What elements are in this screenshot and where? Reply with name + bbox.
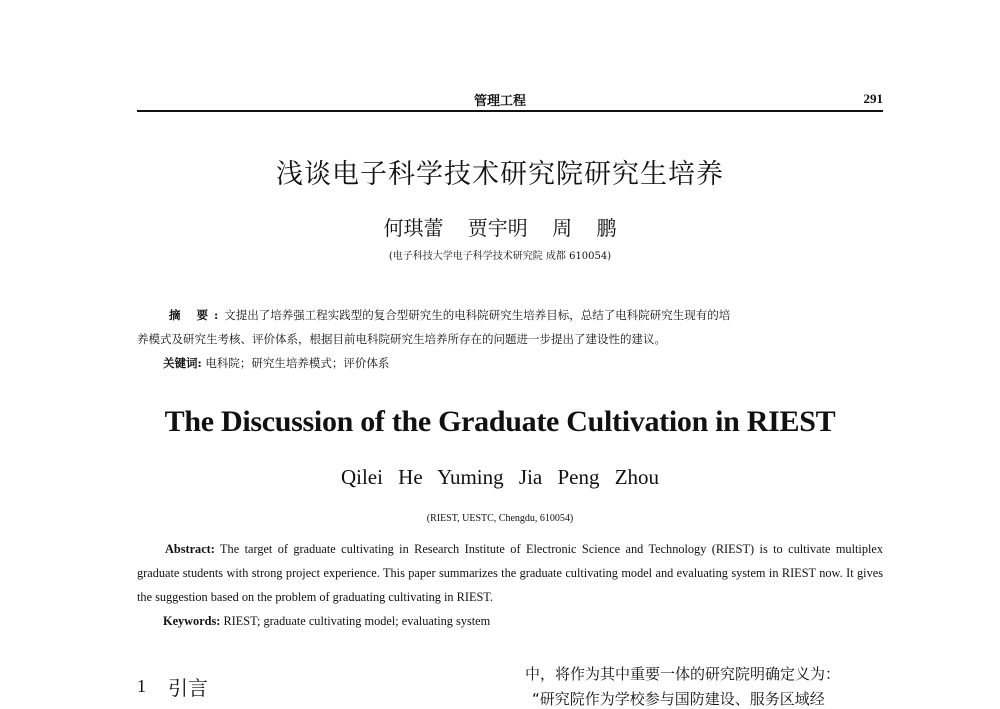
section-title: 引言 bbox=[168, 676, 208, 700]
keywords-cn-label: 关键词: bbox=[163, 356, 202, 370]
keywords-cn bbox=[163, 355, 389, 371]
authors-en: Qilei He Yuming Jia Peng Zhou bbox=[340, 465, 660, 489]
authors-cn: 何琪蕾 贾宇明 周 鹏 bbox=[383, 216, 617, 240]
abstract-cn bbox=[137, 303, 883, 351]
affiliation-en: (RIEST, UESTC, Chengdu, 610054) bbox=[426, 513, 574, 524]
abstract-en-text: The target of graduate cultivating in Research Institute of Electronic Science and Technology (RIEST) is to cultivate multiplex graduate students with strong project experience. This paper summarizes the graduate cultivating model and evaluating system in RIEST now. It gives the suggestion based on the problem of graduating cultivating in RIEST. bbox=[137, 542, 883, 604]
paper-title-en: The Discussion of the Graduate Cultivation in RIEST bbox=[164, 405, 836, 438]
paper-title-cn: 浅谈电子科学技术研究院研究生培养 bbox=[276, 159, 724, 190]
keywords-en bbox=[163, 614, 490, 629]
abstract-en bbox=[137, 537, 883, 609]
keywords-en-label: Keywords: bbox=[163, 614, 221, 628]
abstract-cn-label: 摘 要: bbox=[169, 308, 225, 322]
keywords-cn-text: 电科院；研究生培养模式；评价体系 bbox=[205, 356, 390, 370]
section-number: 1 bbox=[137, 676, 146, 696]
affiliation-cn: (电子科技大学电子科学技术研究院 成都 610054) bbox=[388, 251, 612, 262]
abstract-en-label: Abstract: bbox=[165, 542, 215, 556]
body-text-line: “研究院作为学校参与国防建设、服务区域经 bbox=[532, 690, 825, 708]
page-number: 291 bbox=[863, 91, 883, 106]
abstract-cn-line2: 养模式及研究生考核、评价体系，根据目前电科院研究生培养所存在的问题进一步提出了建设性的建议。 bbox=[137, 332, 666, 346]
body-text-line: 中，将作为其中重要一体的研究院明确定义为： bbox=[525, 665, 841, 683]
keywords-en-text: RIEST; graduate cultivating model; evaluating system bbox=[223, 614, 491, 628]
abstract-cn-line1: 文提出了培养强工程实践型的复合型研究生的电科院研究生培养目标，总结了电科院研究生现有的培 bbox=[224, 308, 731, 322]
journal-name: 管理工程 bbox=[473, 94, 526, 109]
header-rule bbox=[137, 110, 883, 112]
